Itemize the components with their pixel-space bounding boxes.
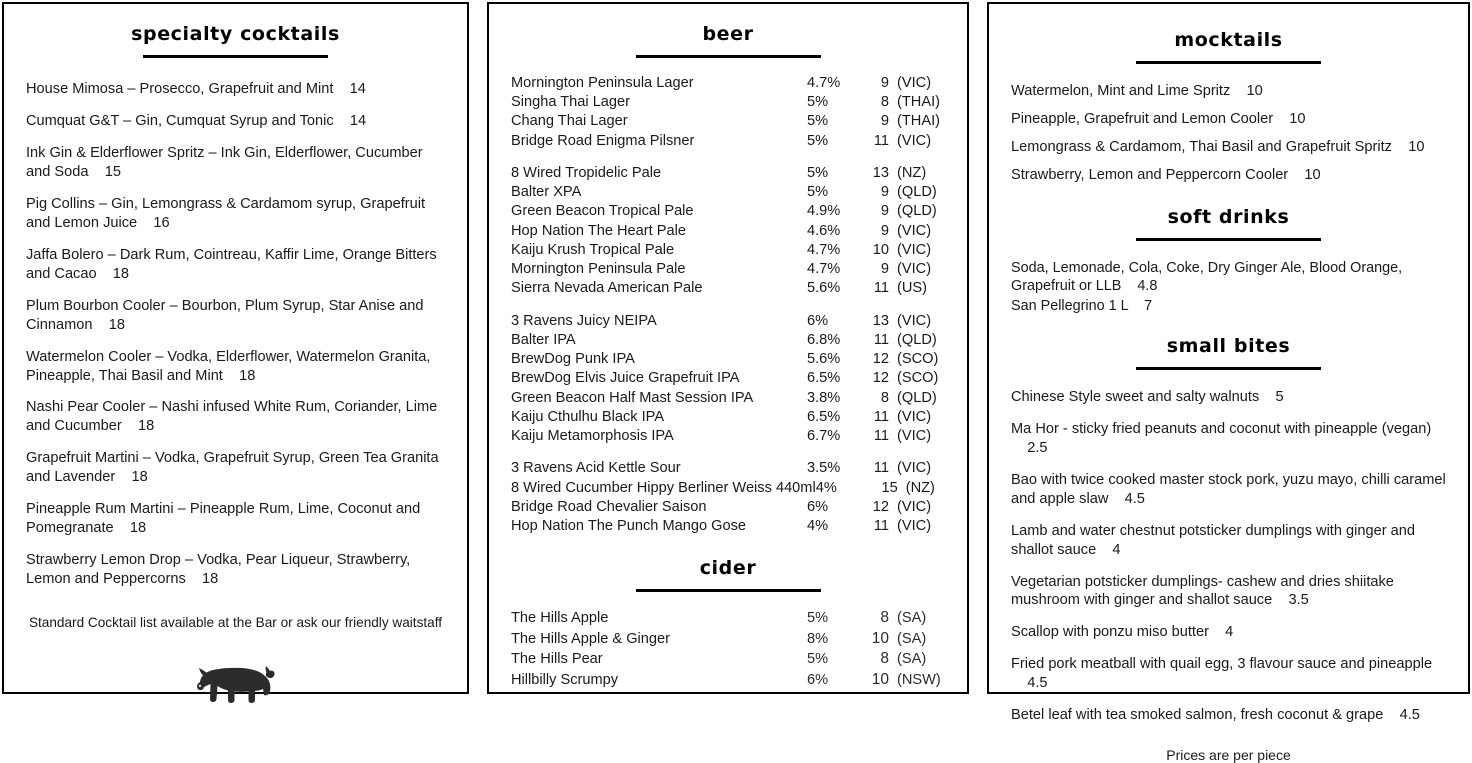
item-price: 10 — [1391, 138, 1425, 155]
beverage-name: Balter XPA — [511, 184, 582, 201]
beverage-group — [511, 459, 945, 536]
item-label: Grapefruit Martini – Vodka, Grapefruit Syrup, Green Tea Granita and Lavender — [26, 450, 439, 486]
beverage-abv: 8% — [807, 630, 829, 647]
beverage-row — [511, 479, 945, 498]
beverage-row — [511, 93, 945, 112]
beverage-region: (NSW) — [897, 671, 941, 688]
small-bite-item-list — [1011, 388, 1446, 726]
small-bite-item — [1011, 655, 1446, 693]
item-price: 4.5 — [1383, 707, 1420, 724]
item-price: 5 — [1259, 388, 1284, 405]
panel-beer-cider — [487, 2, 969, 694]
logo-wrap — [26, 656, 445, 706]
beverage-region: (VIC) — [897, 222, 932, 239]
item-label: San Pellegrino 1 L — [1011, 298, 1129, 315]
cocktail-item — [26, 348, 445, 386]
section-rule — [143, 55, 328, 58]
beverage-region: (VIC) — [897, 132, 932, 149]
beverage-price: 10 — [872, 241, 890, 258]
item-label: Ink Gin & Elderflower Spritz – Ink Gin, Elderflower, Cucumber and Soda — [26, 144, 423, 180]
item-label: Jaffa Bolero – Dark Rum, Cointreau, Kaffir Lime, Orange Bitters and Cacao — [26, 246, 437, 282]
beverage-group — [511, 74, 945, 151]
beverage-name: 3 Ravens Acid Kettle Sour — [511, 460, 681, 477]
beverage-price: 9 — [880, 222, 890, 239]
cocktail-footnote: Standard Cocktail list available at the Bar or ask our friendly waitstaff — [28, 615, 443, 631]
beer-list — [511, 74, 945, 537]
section-rule — [1136, 367, 1321, 370]
item-price: 10 — [1230, 82, 1263, 99]
item-price: 18 — [96, 265, 130, 282]
item-price: 18 — [92, 316, 125, 333]
beverage-group — [511, 164, 945, 299]
section-header-cocktails — [26, 24, 445, 58]
cocktail-item — [26, 297, 445, 335]
item-price: 18 — [113, 520, 147, 537]
beverage-abv: 4.7% — [807, 74, 841, 91]
item-price: 4 — [1096, 541, 1121, 558]
section-title-beer: beer — [702, 23, 754, 45]
small-bite-item — [1011, 420, 1446, 458]
beverage-row — [511, 260, 945, 279]
beverage-abv: 5.6% — [807, 351, 841, 368]
item-label: Lamb and water chestnut potsticker dumplings with ginger and shallot sauce — [1011, 522, 1416, 558]
section-header-mocktails — [1011, 30, 1446, 64]
item-label: Scallop with ponzu miso butter — [1011, 624, 1209, 641]
beverage-row — [511, 459, 945, 478]
item-price: 18 — [115, 469, 148, 486]
beverage-region: (VIC) — [897, 74, 932, 91]
item-price: 18 — [185, 571, 219, 588]
item-price: 16 — [137, 214, 170, 231]
beverage-abv: 4.6% — [807, 222, 841, 239]
section-header-soft-drinks — [1011, 207, 1446, 241]
section-rule — [1136, 238, 1321, 241]
beverage-group — [511, 608, 945, 690]
section-rule — [1136, 61, 1321, 64]
beverage-region: (SCO) — [897, 351, 939, 368]
beverage-abv: 6.8% — [807, 331, 841, 348]
beverage-abv: 3.8% — [807, 389, 841, 406]
beverage-price: 11 — [873, 132, 890, 149]
small-bite-item — [1011, 522, 1446, 560]
beverage-price: 9 — [880, 74, 890, 91]
item-price: 15 — [88, 163, 121, 180]
beverage-name: The Hills Pear — [511, 651, 603, 668]
beverage-abv: 5% — [807, 113, 829, 130]
beverage-abv: 4.9% — [807, 203, 841, 220]
beverage-name: Green Beacon Half Mast Session IPA — [511, 389, 754, 406]
item-price: 18 — [222, 367, 256, 384]
beverage-price: 11 — [873, 460, 890, 477]
mocktail-item — [1011, 166, 1446, 185]
beverage-row — [511, 279, 945, 298]
item-label: Soda, Lemonade, Cola, Coke, Dry Ginger Ale, Blood Orange, Grapefruit or LLB — [1011, 259, 1403, 294]
beverage-price: 8 — [880, 389, 890, 406]
beverage-price: 13 — [872, 164, 890, 181]
beverage-row — [511, 331, 945, 350]
beverage-price: 12 — [872, 351, 890, 368]
beverage-abv: 6.5% — [807, 370, 841, 387]
panel-mocktails-softdrinks-smallbites — [987, 2, 1470, 763]
item-price: 4 — [1208, 624, 1234, 641]
beverage-region: (QLD) — [897, 389, 937, 406]
beverage-row — [511, 132, 945, 151]
small-bite-item — [1011, 573, 1446, 611]
section-header-small-bites — [1011, 336, 1446, 370]
beverage-name: Kaiju Metamorphosis IPA — [511, 428, 674, 445]
mocktail-item — [1011, 138, 1446, 157]
beverage-price: 9 — [880, 113, 890, 130]
beverage-region: (VIC) — [897, 498, 932, 515]
soft-drink-item — [1011, 297, 1446, 315]
item-label: Chinese Style sweet and salty walnuts — [1011, 388, 1260, 405]
item-price: 18 — [121, 418, 155, 435]
beverage-name: Bridge Road Chevalier Saison — [511, 498, 707, 515]
item-label: Watermelon Cooler – Vodka, Elderflower, Watermelon Granita, Pineapple, Thai Basil and Mint — [26, 348, 431, 384]
beverage-abv: 5% — [807, 184, 829, 201]
beverage-name: Hillbilly Scrumpy — [511, 671, 619, 688]
cocktail-item — [26, 449, 445, 487]
beverage-price: 15 — [881, 479, 898, 496]
beverage-abv: 5% — [807, 610, 829, 627]
item-price: 4.5 — [1011, 675, 1048, 692]
beverage-region: (QLD) — [897, 203, 937, 220]
mocktail-item — [1011, 110, 1446, 129]
item-label: Strawberry Lemon Drop – Vodka, Pear Liqueur, Strawberry, Lemon and Peppercorns — [26, 552, 411, 588]
beverage-row — [511, 350, 945, 369]
beverage-region: (NZ) — [897, 164, 927, 181]
section-title-cider: cider — [699, 557, 757, 580]
item-label: Strawberry, Lemon and Peppercorn Cooler — [1011, 166, 1289, 183]
beverage-row — [511, 629, 945, 649]
beverage-name: Green Beacon Tropical Pale — [511, 203, 694, 220]
beverage-price: 8 — [880, 94, 890, 111]
beverage-row — [511, 608, 945, 628]
beverage-row — [511, 517, 945, 536]
cocktail-item — [26, 551, 445, 589]
item-label: Nashi Pear Cooler – Nashi infused White Rum, Coriander, Lime and Cucumber — [26, 399, 438, 435]
beverage-abv: 6.7% — [807, 428, 841, 445]
small-bite-item — [1011, 623, 1446, 642]
beverage-price: 8 — [880, 609, 890, 627]
beverage-region: (VIC) — [897, 460, 932, 477]
mocktail-item — [1011, 82, 1446, 101]
beverage-region: (VIC) — [897, 428, 932, 445]
beverage-region: (SCO) — [897, 370, 939, 387]
section-title-small-bites: small bites — [1166, 334, 1291, 357]
beverage-abv: 6.5% — [807, 408, 841, 425]
beverage-name: Kaiju Cthulhu Black IPA — [511, 408, 665, 425]
section-title-mocktails: mocktails — [1174, 29, 1283, 51]
beverage-row — [511, 183, 945, 202]
beverage-name: BrewDog Elvis Juice Grapefruit IPA — [511, 370, 740, 387]
item-label: Lemongrass & Cardamom, Thai Basil and Grapefruit Spritz — [1011, 138, 1392, 155]
beverage-price: 10 — [871, 670, 890, 688]
beverage-name: Bridge Road Enigma Pilsner — [511, 132, 695, 149]
beverage-abv: 4% — [815, 479, 837, 496]
beverage-abv: 5% — [807, 651, 829, 668]
beverage-price: 10 — [871, 629, 890, 647]
beverage-region: (QLD) — [897, 184, 937, 201]
beverage-name: Singha Thai Lager — [511, 94, 631, 111]
section-header-cider — [511, 558, 945, 592]
beverage-group — [511, 312, 945, 447]
beverage-abv: 6% — [807, 671, 829, 688]
beverage-abv: 3.5% — [807, 460, 841, 477]
item-label: Fried pork meatball with quail egg, 3 flavour sauce and pineapple — [1011, 656, 1433, 673]
beverage-row — [511, 164, 945, 183]
beverage-abv: 6% — [807, 312, 829, 329]
beverage-region: (VIC) — [897, 241, 932, 258]
soft-drink-item — [1011, 259, 1446, 296]
beverage-row — [511, 74, 945, 93]
beverage-abv: 4.7% — [807, 261, 841, 278]
beverage-row — [511, 427, 945, 446]
beverage-name: The Hills Apple & Ginger — [511, 630, 671, 647]
cocktail-item — [26, 246, 445, 284]
section-rule — [636, 55, 821, 58]
item-label: Pineapple, Grapefruit and Lemon Cooler — [1011, 110, 1274, 127]
beverage-row — [511, 369, 945, 388]
beverage-abv: 5% — [807, 132, 829, 149]
pig-silhouette-icon — [193, 656, 279, 706]
item-price: 2.5 — [1011, 439, 1048, 456]
small-bites-footnote: Prices are per piece — [1166, 747, 1291, 763]
item-price: 7 — [1128, 298, 1153, 315]
beverage-name: Mornington Peninsula Lager — [511, 74, 694, 91]
item-price: 10 — [1288, 166, 1321, 183]
item-label: Cumquat G&T – Gin, Cumquat Syrup and Tonic — [26, 112, 334, 129]
beverage-name: 8 Wired Tropidelic Pale — [511, 164, 662, 181]
item-label: House Mimosa – Prosecco, Grapefruit and Mint — [26, 80, 334, 97]
beverage-abv: 4.7% — [807, 241, 841, 258]
section-title-cocktails: specialty cocktails — [131, 23, 340, 45]
item-label: Pig Collins – Gin, Lemongrass & Cardamom syrup, Grapefruit and Lemon Juice — [26, 195, 426, 231]
beverage-region: (QLD) — [897, 331, 937, 348]
section-rule — [636, 589, 821, 592]
beverage-price: 12 — [872, 498, 890, 515]
beverage-name: Sierra Nevada American Pale — [511, 280, 703, 297]
beverage-region: (VIC) — [897, 261, 932, 278]
small-bite-item — [1011, 706, 1446, 725]
beverage-price: 11 — [873, 408, 890, 425]
beverage-region: (NZ) — [905, 479, 935, 496]
item-price: 10 — [1273, 110, 1306, 127]
beverage-region: (US) — [897, 280, 928, 297]
beverage-region: (SA) — [897, 610, 927, 627]
cocktail-item — [26, 195, 445, 233]
beverage-price: 9 — [880, 184, 890, 201]
item-label: Pineapple Rum Martini – Pineapple Rum, Lime, Coconut and Pomegranate — [26, 501, 421, 537]
panel-specialty-cocktails — [2, 2, 469, 694]
small-bite-item — [1011, 388, 1446, 407]
beverage-name: 3 Ravens Juicy NEIPA — [511, 312, 657, 329]
beverage-abv: 5% — [807, 164, 829, 181]
small-bite-item — [1011, 471, 1446, 509]
beverage-name: 8 Wired Cucumber Hippy Berliner Weiss 440ml — [511, 479, 816, 496]
beverage-price: 11 — [873, 331, 890, 348]
beverage-region: (VIC) — [897, 518, 932, 535]
beverage-region: (SA) — [897, 651, 927, 668]
item-price: 14 — [333, 80, 366, 97]
beverage-name: Kaiju Krush Tropical Pale — [511, 241, 675, 258]
beverage-row — [511, 408, 945, 427]
beverage-row — [511, 670, 945, 690]
cider-list — [511, 608, 945, 690]
beverage-row — [511, 389, 945, 408]
item-price: 4.8 — [1121, 278, 1158, 294]
item-label: Betel leaf with tea smoked salmon, fresh coconut & grape — [1011, 707, 1384, 724]
item-label: Ma Hor - sticky fried peanuts and coconut with pineapple (vegan) — [1011, 420, 1432, 437]
beverage-row — [511, 498, 945, 517]
section-header-beer — [511, 24, 945, 58]
beverage-name: Hop Nation The Punch Mango Gose — [511, 518, 747, 535]
soft-drink-item-list — [1011, 259, 1446, 316]
beverage-row — [511, 112, 945, 131]
beverage-price: 9 — [880, 203, 890, 220]
beverage-name: BrewDog Punk IPA — [511, 351, 635, 368]
beverage-abv: 6% — [807, 498, 829, 515]
section-title-soft-drinks: soft drinks — [1167, 205, 1290, 228]
beverage-price: 12 — [872, 370, 890, 387]
cocktail-item — [26, 80, 445, 99]
beverage-name: Hop Nation The Heart Pale — [511, 222, 686, 239]
beverage-name: Balter IPA — [511, 331, 576, 348]
cocktail-item — [26, 112, 445, 131]
beverage-abv: 5% — [807, 94, 829, 111]
item-label: Watermelon, Mint and Lime Spritz — [1011, 82, 1231, 99]
item-price: 3.5 — [1272, 592, 1309, 609]
beverage-abv: 4% — [807, 518, 829, 535]
item-price: 4.5 — [1108, 490, 1145, 507]
item-price: 14 — [333, 112, 367, 129]
beverage-price: 13 — [872, 312, 890, 329]
beverage-region: (VIC) — [897, 408, 932, 425]
cocktail-item-list — [26, 80, 445, 589]
beverage-row — [511, 649, 945, 669]
item-label: Vegetarian potsticker dumplings- cashew and dries shiitake mushroom with ginger and shallot sauce — [1011, 573, 1394, 609]
beverage-name: The Hills Apple — [511, 610, 609, 627]
beverage-region: (VIC) — [897, 312, 932, 329]
beverage-row — [511, 312, 945, 331]
beverage-region: (SA) — [897, 630, 927, 647]
beverage-region: (THAI) — [897, 113, 940, 130]
beverage-row — [511, 222, 945, 241]
item-label: Bao with twice cooked master stock pork, yuzu mayo, chilli caramel and apple slaw — [1011, 471, 1446, 507]
beverage-row — [511, 202, 945, 221]
beverage-price: 8 — [880, 650, 890, 668]
item-label: Plum Bourbon Cooler – Bourbon, Plum Syrup, Star Anise and Cinnamon — [26, 297, 424, 333]
beverage-row — [511, 241, 945, 260]
beverage-price: 9 — [880, 261, 890, 278]
cocktail-item — [26, 144, 445, 182]
mocktail-item-list — [1011, 82, 1446, 185]
beverage-price: 11 — [873, 518, 890, 535]
cocktail-item — [26, 398, 445, 436]
cocktail-item — [26, 500, 445, 538]
beverage-price: 11 — [873, 280, 890, 297]
beverage-name: Chang Thai Lager — [511, 113, 628, 130]
beverage-price: 11 — [873, 428, 890, 445]
beverage-region: (THAI) — [897, 94, 940, 111]
beverage-name: Mornington Peninsula Pale — [511, 261, 686, 278]
beverage-abv: 5.6% — [807, 280, 841, 297]
